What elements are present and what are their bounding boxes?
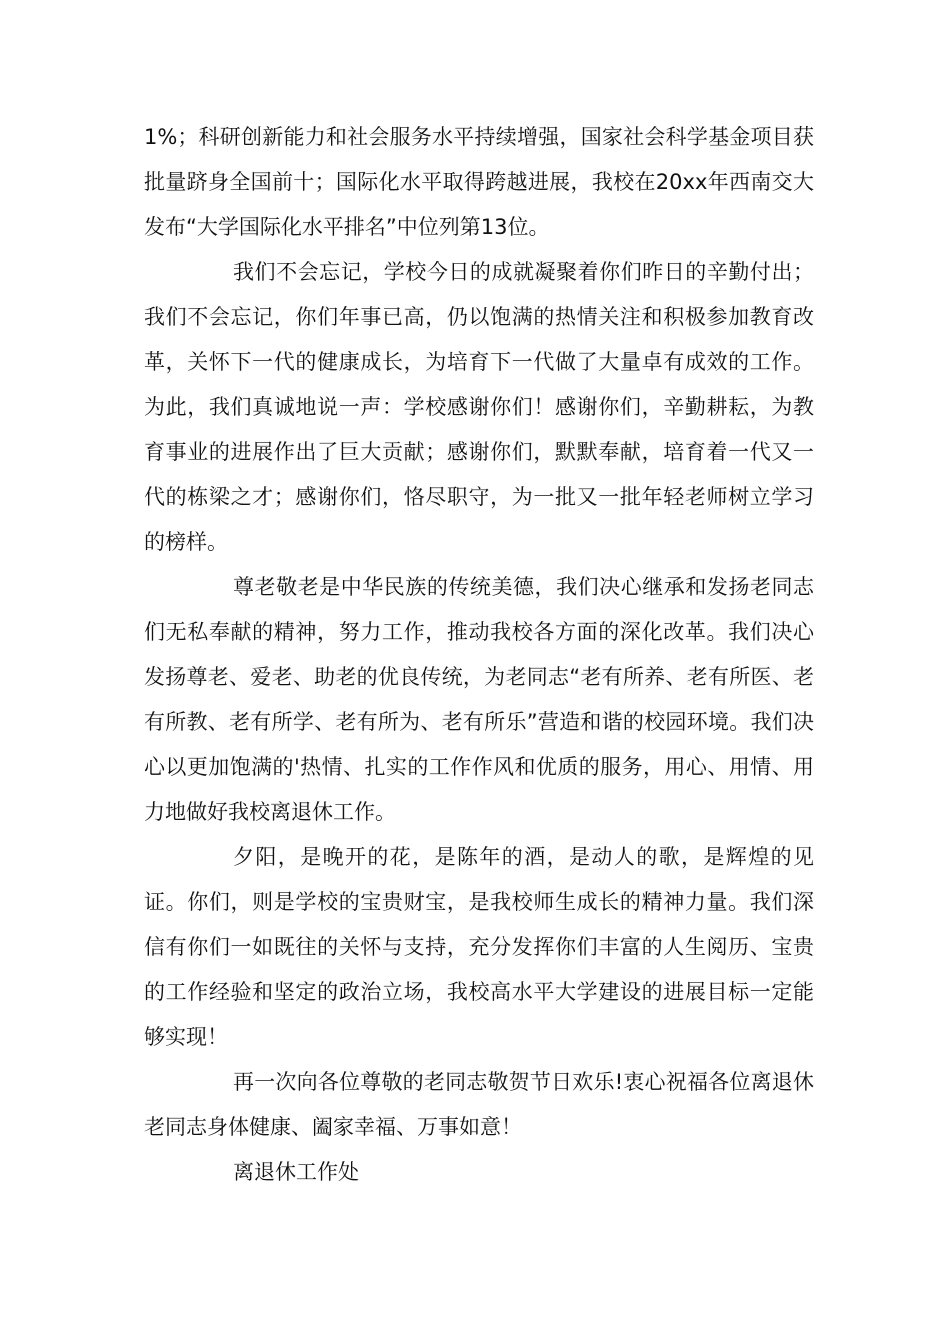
paragraph-respect-elders: 尊老敬老是中华民族的传统美德，我们决心继承和发扬老同志们无私奉献的精神，努力工作，推动我校各方面的深化改革。我们决心发扬尊老、爱老、助老的优良传统，为老同志“老有所养、老有所医、老有所教、老有所学、老有所为、老有所乐”营造和谐的校园环境。我们决心以更加饱满的'热情、扎实的工作作风和优质的服务，用心、用情、用力地做好我校离退休工作。 xyxy=(144,575,814,824)
paragraph-gratitude: 我们不会忘记，学校今日的成就凝聚着你们昨日的辛勤付出；我们不会忘记，你们年事已高，仍以饱满的热情关注和积极参加教育改革，关怀下一代的健康成长，为培育下一代做了大量卓有成效的工作。为此，我们真诚地说一声：学校感谢你们！感谢你们，辛勤耕耘，为教育事业的进展作出了巨大贡献；感谢你们，默默奉献，培育着一代又一代的栋梁之才；感谢你们，恪尽职守，为一批又一批年轻老师树立学习的榜样。 xyxy=(144,260,814,554)
signature: 离退休工作处 xyxy=(233,1160,359,1184)
paragraph-continuation: 1%；科研创新能力和社会服务水平持续增强，国家社会科学基金项目获批量跻身全国前十；国际化水平取得跨越进展，我校在20xx年西南交大发布“大学国际化水平排名”中位列第13位。 xyxy=(144,125,814,239)
paragraph-sunset: 夕阳，是晚开的花，是陈年的酒，是动人的歌，是辉煌的见证。你们，则是学校的宝贵财宝，是我校师生成长的精神力量。我们深信有你们一如既往的关怀与支持，充分发挥你们丰富的人生阅历、宝贵的工作经验和坚定的政治立场，我校高水平大学建设的进展目标一定能够实现！ xyxy=(144,845,814,1049)
document-body xyxy=(144,115,814,1195)
paragraph-blessing: 再一次向各位尊敬的老同志敬贺节日欢乐!衷心祝福各位离退休老同志身体健康、阖家幸福、万事如意！ xyxy=(144,1070,814,1139)
